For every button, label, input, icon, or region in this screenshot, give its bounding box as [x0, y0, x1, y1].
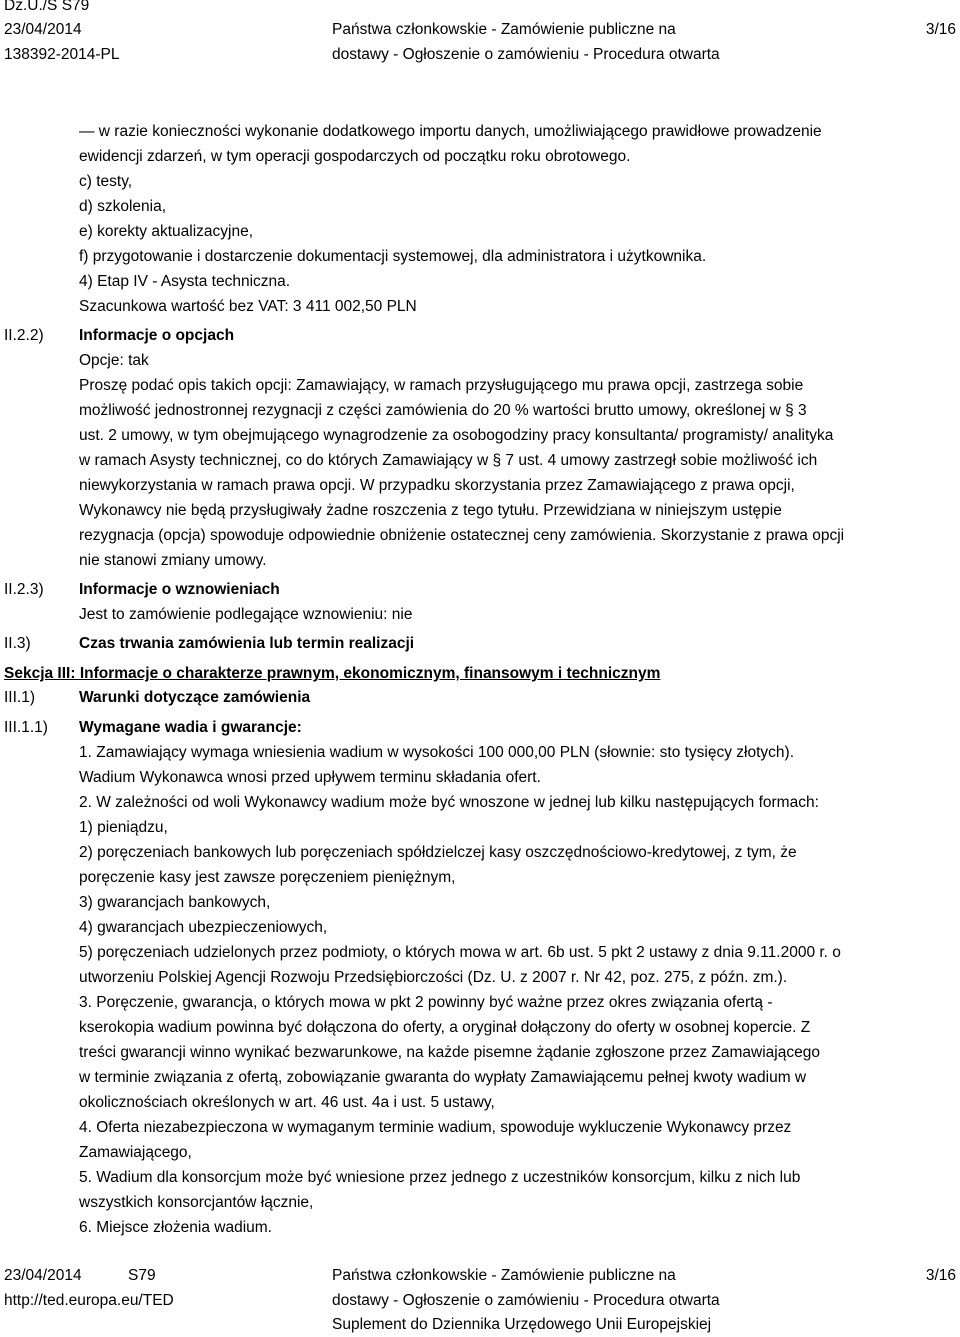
text-line: w terminie związania z ofertą, zobowiązanie gwaranta do wypłaty Zamawiającemu pełnej kwoty wadium w	[79, 1069, 807, 1086]
text-line: możliwość jednostronnej rezygnacji z części zamówienia do 20 % wartości brutto umowy, określonej w § 3	[79, 402, 807, 419]
footer-title-line1: Państwa członkowskie - Zamówienie publiczne na	[332, 1267, 676, 1284]
text-line: niewykorzystania w ramach prawa opcji. W przypadku skorzystania przez Zamawiającego z prawa opcji,	[79, 477, 795, 494]
footer-page-number: 3/16	[925, 1267, 956, 1284]
header-page-number: 3/16	[925, 21, 956, 38]
text-line: poręczenie kasy jest zawsze poręczeniem pieniężnym,	[79, 869, 456, 886]
text-line: 2) poręczeniach bankowych lub poręczeniach spółdzielczej kasy oszczędnościowo-kredytowej, z tym, że	[79, 844, 797, 861]
header-notice-id: 138392-2014-PL	[4, 46, 120, 63]
text-line: ewidencji zdarzeń, w tym operacji gospodarczych od początku roku obrotowego.	[79, 148, 631, 165]
text-line: 4) Etap IV - Asysta techniczna.	[79, 273, 291, 290]
text-line: okolicznościach określonych w art. 46 ust. 4a i ust. 5 ustawy,	[79, 1094, 495, 1111]
text-line: Opcje: tak	[79, 352, 149, 369]
footer-title-line3: Suplement do Dziennika Urzędowego Unii Europejskiej	[332, 1316, 712, 1333]
text-line: 2. W zależności od woli Wykonawcy wadium może być wnoszone w jednej lub kilku następujących formach:	[79, 794, 819, 811]
text-line: utworzeniu Polskiej Agencji Rozwoju Przedsiębiorczości (Dz. U. z 2007 r. Nr 42, poz. 275, z późn. zm.).	[79, 969, 788, 986]
text-line: treści gwarancji winno wynikać bezwarunkowe, na każde pisemne żądanie zgłoszone przez Zamawiającego	[79, 1044, 820, 1061]
text-line: 6. Miejsce złożenia wadium.	[79, 1219, 272, 1236]
text-line: 4) gwarancjach ubezpieczeniowych,	[79, 919, 328, 936]
footer-url[interactable]: http://ted.europa.eu/TED	[4, 1292, 174, 1309]
text-line: Jest to zamówienie podlegające wznowieniu: nie	[79, 606, 413, 623]
text-line: Wadium Wykonawca wnosi przed upływem terminu składania ofert.	[79, 769, 541, 786]
footer-date: 23/04/2014	[4, 1267, 82, 1284]
text-line: nie stanowi zmiany umowy.	[79, 552, 267, 569]
text-line: c) testy,	[79, 173, 133, 190]
header-date: 23/04/2014	[4, 21, 82, 38]
section-heading: Warunki dotyczące zamówienia	[79, 689, 311, 706]
section-heading: Czas trwania zamówienia lub termin realizacji	[79, 635, 415, 652]
text-line: 4. Oferta niezabezpieczona w wymaganym terminie wadium, spowoduje wykluczenie Wykonawcy przez	[79, 1119, 792, 1136]
text-line: kserokopia wadium powinna być dołączona do oferty, a oryginał dołączony do oferty w osobnej kopercie. Z	[79, 1019, 811, 1036]
text-line: e) korekty aktualizacyjne,	[79, 223, 254, 240]
text-line: wszystkich konsorcjantów łącznie,	[79, 1194, 314, 1211]
text-line: ust. 2 umowy, w tym obejmującego wynagrodzenie za osobogodziny pracy konsultanta/ programisty/ analityka	[79, 427, 834, 444]
footer-journal: S79	[128, 1267, 156, 1284]
text-line: 3) gwarancjach bankowych,	[79, 894, 271, 911]
section-heading: Informacje o wznowieniach	[79, 581, 280, 598]
section-number: II.2.2)	[4, 327, 44, 344]
header-title-line2: dostawy - Ogłoszenie o zamówieniu - Procedura otwarta	[332, 46, 720, 63]
text-line: Proszę podać opis takich opcji: Zamawiający, w ramach przysługującego mu prawa opcji, zastrzega sobie	[79, 377, 804, 394]
section-number: III.1)	[4, 689, 36, 706]
text-line: 1. Zamawiający wymaga wniesienia wadium w wysokości 100 000,00 PLN (słownie: sto tysięcy złotych).	[79, 744, 795, 761]
section-number: II.2.3)	[4, 581, 44, 598]
header-title-line1: Państwa członkowskie - Zamówienie publiczne na	[332, 21, 676, 38]
text-line: Szacunkowa wartość bez VAT: 3 411 002,50 PLN	[79, 298, 417, 315]
header-journal: Dz.U./S S79	[4, 0, 90, 14]
section-heading: Informacje o opcjach	[79, 327, 235, 344]
text-line: Zamawiającego,	[79, 1144, 192, 1161]
text-line: f) przygotowanie i dostarczenie dokumentacji systemowej, dla administratora i użytkownika.	[79, 248, 707, 265]
text-line: 5) poręczeniach udzielonych przez podmioty, o których mowa w art. 6b ust. 5 pkt 2 ustawy z dnia 9.11.2000 r. o	[79, 944, 841, 961]
section-title: Sekcja III: Informacje o charakterze prawnym, ekonomicznym, finansowym i technicznym	[4, 665, 661, 682]
text-line: Wykonawcy nie będą przysługiwały żadne roszczenia z tego tytułu. Przewidziana w niniejszym ustępie	[79, 502, 782, 519]
text-line: 3. Poręczenie, gwarancja, o których mowa w pkt 2 powinny być ważne przez okres związania ofertą -	[79, 994, 773, 1011]
section-number: III.1.1)	[4, 719, 48, 736]
section-heading: Wymagane wadia i gwarancje:	[79, 719, 302, 736]
text-line: d) szkolenia,	[79, 198, 167, 215]
footer-title-line2: dostawy - Ogłoszenie o zamówieniu - Procedura otwarta	[332, 1292, 720, 1309]
text-line: rezygnacja (opcja) spowoduje odpowiednie obniżenie ostatecznej ceny zamówienia. Skorzystanie z prawa opcji	[79, 527, 845, 544]
text-line: 5. Wadium dla konsorcjum może być wniesione przez jednego z uczestników konsorcjum, kilku z nich lub	[79, 1169, 801, 1186]
text-line: — w razie konieczności wykonanie dodatkowego importu danych, umożliwiającego prawidłowe prowadzenie	[79, 123, 822, 140]
section-number: II.3)	[4, 635, 31, 652]
text-line: 1) pieniądzu,	[79, 819, 168, 836]
text-line: w ramach Asysty technicznej, co do których Zamawiający w § 7 ust. 4 umowy zastrzegł sobie możliwość ich	[79, 452, 818, 469]
